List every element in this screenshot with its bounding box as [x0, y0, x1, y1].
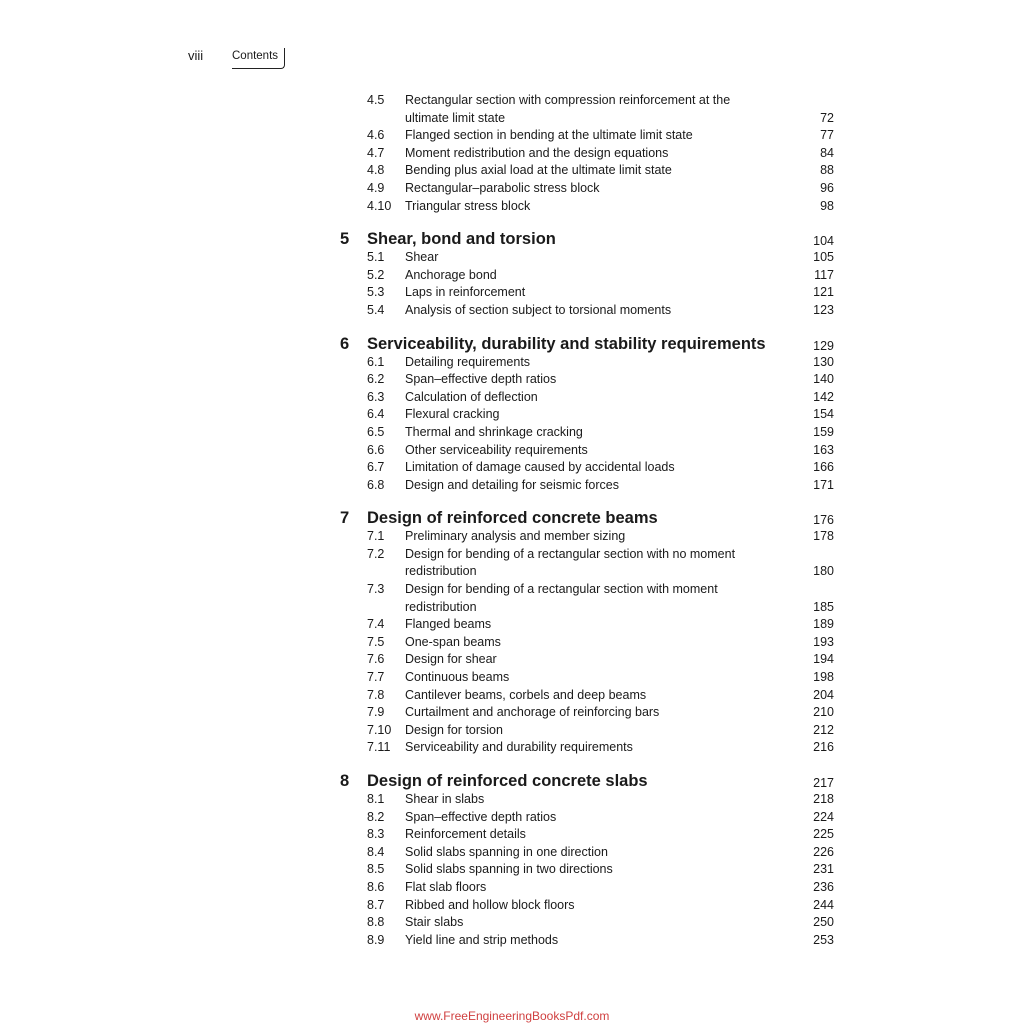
- toc-section-entry: [340, 722, 834, 740]
- section-page-number: 171: [813, 477, 834, 492]
- section-page-number: 140: [813, 372, 834, 387]
- section-title: Curtailment and anchorage of reinforcing bars: [405, 705, 660, 720]
- section-title: Design for bending of a rectangular section with moment redistribution: [405, 582, 718, 614]
- toc-section-entry: [340, 616, 834, 634]
- chapter-gap: [340, 215, 834, 230]
- section-number: 7.7: [367, 670, 385, 685]
- section-page-number: 142: [813, 389, 834, 404]
- section-page-number: 96: [820, 180, 834, 195]
- section-number: 4.7: [367, 145, 385, 160]
- toc-section-entry: [340, 844, 834, 862]
- section-page-number: 185: [813, 599, 834, 614]
- section-number: 6.4: [367, 407, 385, 422]
- chapter-number: 8: [340, 772, 350, 790]
- section-page-number: 159: [813, 424, 834, 439]
- footer-watermark-link[interactable]: www.FreeEngineeringBooksPdf.com: [414, 1009, 610, 1023]
- toc-section-entry: [340, 581, 834, 616]
- section-page-number: 189: [813, 617, 834, 632]
- section-number: 7.1: [367, 529, 385, 544]
- section-title: Detailing requirements: [405, 354, 531, 369]
- toc-section-entry: [340, 284, 834, 302]
- page-number: viii: [188, 48, 204, 63]
- section-number: 8.9: [367, 932, 385, 947]
- section-page-number: 250: [813, 915, 834, 930]
- section-number: 7.8: [367, 687, 385, 702]
- section-page-number: 193: [813, 634, 834, 649]
- section-number: 8.6: [367, 879, 385, 894]
- toc-section-entry: [340, 651, 834, 669]
- section-number: 7.9: [367, 705, 385, 720]
- section-title: Design and detailing for seismic forces: [405, 477, 619, 492]
- toc-section-entry: [340, 528, 834, 546]
- toc-section-entry: [340, 162, 834, 180]
- section-page-number: 84: [820, 145, 834, 160]
- section-title: Span–effective depth ratios: [405, 372, 557, 387]
- section-number: 7.6: [367, 652, 385, 667]
- section-number: 8.5: [367, 862, 385, 877]
- section-title: Analysis of section subject to torsional moments: [405, 302, 672, 317]
- section-title: Reinforcement details: [405, 827, 526, 842]
- section-page-number: 154: [813, 407, 834, 422]
- toc-section-entry: [340, 879, 834, 897]
- section-page-number: 231: [813, 862, 834, 877]
- toc-section-entry: [340, 546, 834, 581]
- section-title: Other serviceability requirements: [405, 442, 588, 457]
- section-title: Design for torsion: [405, 722, 503, 737]
- section-title: Laps in reinforcement: [405, 285, 526, 300]
- toc-section-entry: [340, 127, 834, 145]
- toc-section-entry: [340, 932, 834, 950]
- section-title: Stair slabs: [405, 915, 464, 930]
- toc-section-entry: [340, 826, 834, 844]
- section-title: Anchorage bond: [405, 267, 497, 282]
- section-title: Yield line and strip methods: [405, 932, 559, 947]
- toc-section-entry: [340, 739, 834, 757]
- section-title: Solid slabs spanning in two directions: [405, 862, 613, 877]
- section-number: 8.1: [367, 792, 385, 806]
- section-number: 5.1: [367, 250, 385, 265]
- chapter-title: Shear, bond and torsion: [367, 230, 556, 249]
- section-page-number: 130: [813, 354, 834, 369]
- section-number: 7.2: [367, 546, 385, 561]
- section-number: 8.7: [367, 897, 385, 912]
- section-page-number: 194: [813, 652, 834, 667]
- section-number: 5.4: [367, 302, 385, 317]
- section-title: Flanged beams: [405, 617, 492, 632]
- section-page-number: 224: [813, 809, 834, 824]
- section-number: 5.2: [367, 267, 385, 282]
- toc-section-entry: [340, 198, 834, 216]
- section-title: Shear: [405, 250, 439, 265]
- section-page-number: 98: [820, 198, 834, 213]
- section-title: Limitation of damage caused by accidental loads: [405, 460, 675, 475]
- toc-section-entry: [340, 249, 834, 267]
- section-number: 5.3: [367, 285, 385, 300]
- section-page-number: 163: [813, 442, 834, 457]
- toc-section-entry: [340, 442, 834, 460]
- section-title: Flat slab floors: [405, 879, 487, 894]
- section-number: 6.2: [367, 372, 385, 387]
- section-page-number: 204: [813, 687, 834, 702]
- section-page-number: 72: [820, 110, 834, 125]
- toc-section-entry: [340, 267, 834, 285]
- toc-section-entry: [340, 477, 834, 495]
- section-title: Span–effective depth ratios: [405, 809, 557, 824]
- toc-section-entry: [340, 459, 834, 477]
- toc-section-entry: [340, 354, 834, 372]
- toc-section-entry: [340, 914, 834, 932]
- section-title: Flexural cracking: [405, 407, 500, 422]
- section-title: Continuous beams: [405, 670, 510, 685]
- chapter-number: 5: [340, 230, 350, 249]
- section-title: Design for shear: [405, 652, 497, 667]
- section-title: Solid slabs spanning in one direction: [405, 844, 608, 859]
- section-number: 8.4: [367, 844, 385, 859]
- section-page-number: 178: [813, 529, 834, 544]
- section-page-number: 253: [813, 932, 834, 947]
- section-title: Rectangular section with compression reinforcement at the ultimate limit state: [405, 93, 731, 125]
- toc-section-entry: [340, 687, 834, 705]
- toc-section-entry: [340, 424, 834, 442]
- toc-section-entry: [340, 389, 834, 407]
- section-page-number: 88: [820, 163, 834, 178]
- toc-section-entry: [340, 861, 834, 879]
- chapter-page-number: 129: [813, 338, 834, 353]
- toc-section-entry: [340, 302, 834, 320]
- section-title: Rectangular–parabolic stress block: [405, 180, 600, 195]
- section-title: Design for bending of a rectangular section with no moment redistribution: [405, 546, 736, 579]
- section-page-number: 121: [813, 285, 834, 300]
- section-page-number: 216: [813, 740, 834, 755]
- chapter-title: Design of reinforced concrete slabs: [367, 772, 648, 790]
- section-number: 4.9: [367, 180, 385, 195]
- section-title: Triangular stress block: [405, 198, 531, 213]
- section-page-number: 244: [813, 897, 834, 912]
- section-number: 7.5: [367, 634, 385, 649]
- section-page-number: 226: [813, 844, 834, 859]
- toc-section-entry: [340, 704, 834, 722]
- chapter-number: 7: [340, 509, 350, 528]
- toc-section-entry: [340, 406, 834, 424]
- section-number: 8.3: [367, 827, 385, 842]
- section-page-number: 117: [814, 267, 834, 282]
- chapter-gap: [340, 494, 834, 509]
- toc-chapter-entry: [340, 335, 834, 354]
- section-number: 6.7: [367, 460, 385, 475]
- toc-section-entry: [340, 791, 834, 809]
- section-number: 7.10: [367, 722, 392, 737]
- section-title: One-span beams: [405, 634, 501, 649]
- chapter-page-number: 104: [813, 234, 834, 249]
- toc-section-entry: [340, 634, 834, 652]
- running-head-title: Contents: [232, 48, 285, 69]
- toc-section-entry: [340, 92, 834, 127]
- section-title: Bending plus axial load at the ultimate limit state: [405, 163, 672, 178]
- section-page-number: 180: [813, 564, 834, 579]
- section-page-number: 123: [813, 302, 834, 317]
- toc-section-entry: [340, 145, 834, 163]
- section-page-number: 166: [813, 460, 834, 475]
- section-number: 6.1: [367, 354, 385, 369]
- chapter-page-number: 217: [813, 776, 834, 790]
- section-number: 4.5: [367, 93, 385, 107]
- section-number: 4.10: [367, 198, 392, 213]
- section-number: 7.11: [367, 740, 391, 755]
- toc-section-entry: [340, 180, 834, 198]
- chapter-title: Design of reinforced concrete beams: [367, 509, 658, 528]
- section-title: Flanged section in bending at the ultimate limit state: [405, 128, 693, 143]
- section-number: 4.6: [367, 128, 385, 143]
- section-title: Serviceability and durability requirements: [405, 740, 633, 755]
- toc-section-entry: [340, 809, 834, 827]
- section-number: 6.3: [367, 389, 385, 404]
- chapter-gap: [340, 757, 834, 772]
- section-number: 7.4: [367, 617, 385, 632]
- section-page-number: 198: [813, 670, 834, 685]
- section-page-number: 105: [813, 250, 834, 265]
- chapter-gap: [340, 320, 834, 335]
- section-title: Ribbed and hollow block floors: [405, 897, 575, 912]
- section-page-number: 210: [813, 705, 834, 720]
- table-of-contents: [340, 92, 834, 949]
- chapter-title: Serviceability, durability and stability requirements: [367, 334, 766, 353]
- toc-section-entry: [340, 897, 834, 915]
- section-number: 8.2: [367, 809, 385, 824]
- section-title: Moment redistribution and the design equations: [405, 145, 669, 160]
- section-number: 4.8: [367, 163, 385, 178]
- toc-chapter-entry: [340, 509, 834, 528]
- section-page-number: 218: [813, 792, 834, 806]
- section-number: 8.8: [367, 915, 385, 930]
- toc-chapter-entry: [340, 772, 834, 791]
- section-number: 6.5: [367, 424, 385, 439]
- section-title: Cantilever beams, corbels and deep beams: [405, 687, 647, 702]
- section-title: Thermal and shrinkage cracking: [405, 424, 583, 439]
- section-page-number: 225: [813, 827, 834, 842]
- section-title: Shear in slabs: [405, 792, 485, 806]
- toc-chapter-entry: [340, 230, 834, 249]
- chapter-number: 6: [340, 334, 350, 353]
- toc-section-entry: [340, 669, 834, 687]
- section-number: 6.6: [367, 442, 385, 457]
- toc-section-entry: [340, 371, 834, 389]
- section-title: Preliminary analysis and member sizing: [405, 529, 626, 544]
- section-page-number: 236: [813, 879, 834, 894]
- section-title: Calculation of deflection: [405, 389, 538, 404]
- section-number: 7.3: [367, 582, 385, 597]
- section-page-number: 77: [820, 128, 834, 143]
- chapter-page-number: 176: [813, 513, 834, 528]
- section-page-number: 212: [813, 722, 834, 737]
- section-number: 6.8: [367, 477, 385, 492]
